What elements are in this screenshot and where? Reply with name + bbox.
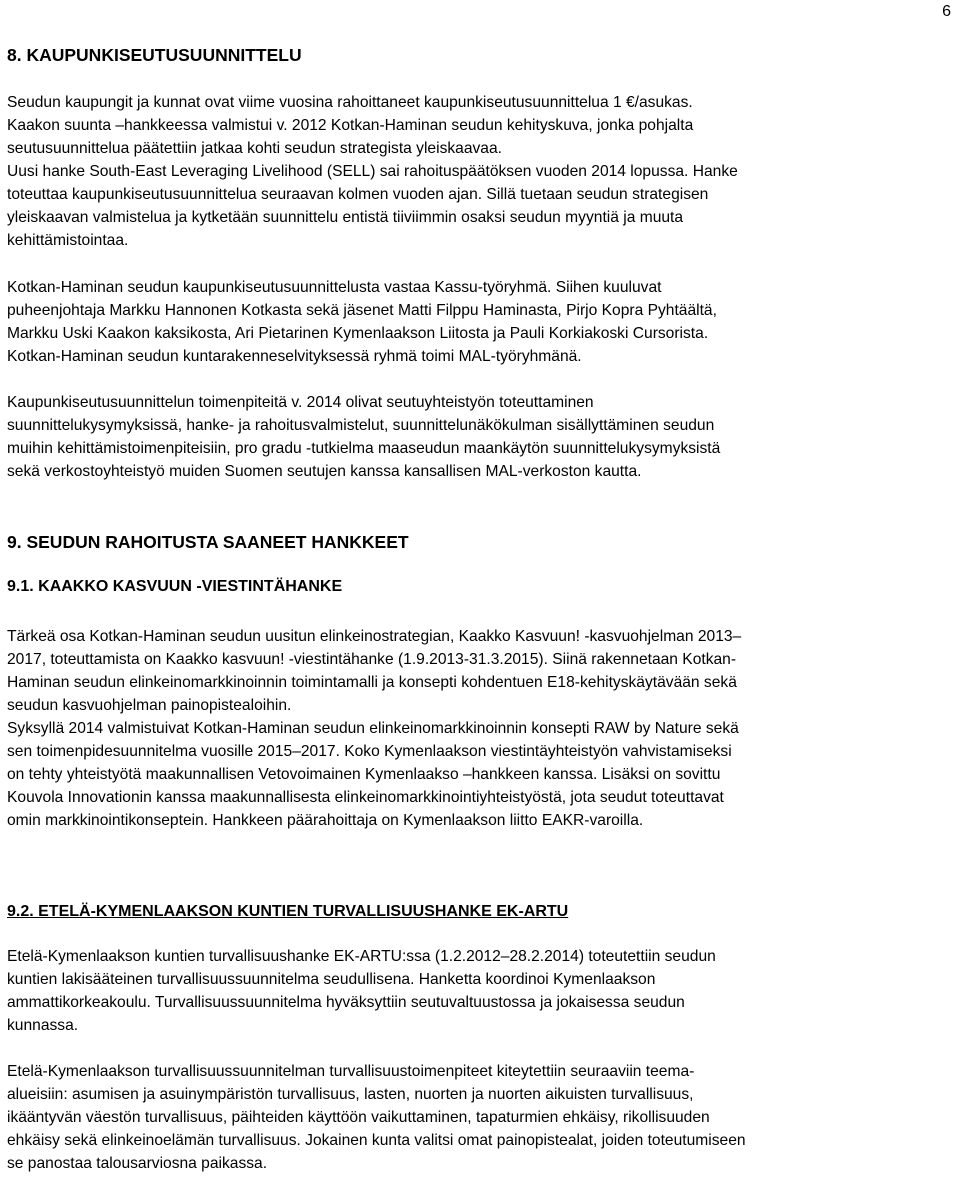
section-9-1-heading: 9.1. KAAKKO KASVUUN -VIESTINTÄHANKE — [7, 578, 343, 595]
text-line: muihin kehittämistoimenpiteisiin, pro gradu -tutkielma maaseudun maankäytön suunnittelukysymyksistä — [7, 440, 721, 457]
text-line: toteuttaa kaupunkiseutusuunnittelua seuraavan kolmen vuoden ajan. Sillä tuetaan seudun strategisen — [7, 186, 709, 203]
text-line: omin markkinointikonseptein. Hankkeen päärahoittaja on Kymenlaakson liitto EAKR-varoilla. — [7, 812, 644, 829]
section-9-2-heading-text: 9.2. ETELÄ-KYMENLAAKSON KUNTIEN TURVALLISUUSHANKE EK-ARTU — [7, 903, 569, 920]
text-line: seudun kasvuohjelman painopistealoihin. — [7, 697, 292, 714]
text-line: on tehty yhteistyötä maakunnallisen Vetovoimainen Kymenlaakso –hankkeen kanssa. Lisäksi on sovittu — [7, 766, 721, 783]
section-9-2-heading — [7, 903, 568, 921]
text-line: Uusi hanke South-East Leveraging Livelihood (SELL) sai rahoituspäätöksen vuoden 2014 lopussa. Hanke — [7, 163, 738, 180]
section-8-heading: 8. KAUPUNKISEUTUSUUNNITTELU — [7, 45, 302, 65]
page-number: 6 — [942, 3, 951, 20]
text-line: kehittämistointaa. — [7, 232, 129, 249]
text-line: Kaakon suunta –hankkeessa valmistui v. 2012 Kotkan-Haminan seudun kehityskuva, jonka pohjalta — [7, 117, 694, 134]
section-9-2-paragraph-1 — [7, 945, 952, 1037]
text-line: se panostaa talousarviosna paikassa. — [7, 1155, 268, 1172]
text-line: Etelä-Kymenlaakson turvallisuussuunnitelman turvallisuustoimenpiteet kiteytettiin seuraaviin teema- — [7, 1063, 695, 1080]
text-line: Kaupunkiseutusuunnittelun toimenpiteitä v. 2014 olivat seutuyhteistyön toteuttaminen — [7, 394, 594, 411]
text-line: Markku Uski Kaakon kaksikosta, Ari Pietarinen Kymenlaakson Liitosta ja Pauli Korkiakoski Cursorista. — [7, 325, 709, 342]
text-line: Haminan seudun elinkeinomarkkinoinnin toimintamalli ja konsepti kohdentuen E18-kehityskäytävään sekä — [7, 674, 737, 691]
text-line: Syksyllä 2014 valmistuivat Kotkan-Haminan seudun elinkeinomarkkinoinnin konsepti RAW by Nature sekä — [7, 720, 739, 737]
text-line: suunnittelukysymyksissä, hanke- ja rahoitusvalmistelut, suunnittelunäkökulman sisällyttäminen seudun — [7, 417, 715, 434]
text-line: alueisiin: asumisen ja asuinympäristön turvallisuus, lasten, nuorten ja nuorten aikuisten turvallisuus, — [7, 1086, 694, 1103]
text-line: Etelä-Kymenlaakson kuntien turvallisuushanke EK-ARTU:ssa (1.2.2012–28.2.2014) toteutettiin seudun — [7, 948, 716, 965]
text-line: kuntien lakisääteinen turvallisuussuunnitelma seudullisena. Hanketta koordinoi Kymenlaakson — [7, 971, 656, 988]
text-line: Tärkeä osa Kotkan-Haminan seudun uusitun elinkeinostrategian, Kaakko Kasvuun! -kasvuohjelman 2013– — [7, 628, 742, 645]
section-8-paragraph-1 — [7, 91, 952, 252]
section-9-heading: 9. SEUDUN RAHOITUSTA SAANEET HANKKEET — [7, 532, 409, 552]
text-line: ehkäisy sekä elinkeinoelämän turvallisuus. Jokainen kunta valitsi omat painopistealat, joiden toteutumiseen — [7, 1132, 746, 1149]
text-line: seutusuunnittelua päätettiin jatkaa kohti seudun strategista yleiskaavaa. — [7, 140, 502, 157]
section-9-1-paragraph — [7, 625, 952, 832]
text-line: Kotkan-Haminan seudun kuntarakenneselvityksessä ryhmä toimi MAL-työryhmänä. — [7, 348, 582, 365]
text-line: Kouvola Innovationin kanssa maakunnallisesta elinkeinomarkkinointiyhteistyöstä, jota seudut toteuttavat — [7, 789, 724, 806]
text-line: kunnassa. — [7, 1017, 79, 1034]
text-line: ikääntyvän väestön turvallisuus, päihteiden käyttöön vaikuttaminen, tapaturmien ehkäisy, rikollisuuden — [7, 1109, 710, 1126]
text-line: sekä verkostoyhteistyö muiden Suomen seutujen kanssa kansallisen MAL-verkoston kautta. — [7, 463, 642, 480]
text-line: sen toimenpidesuunnitelma vuosille 2015–2017. Koko Kymenlaakson viestintäyhteistyön vahvistamiseksi — [7, 743, 732, 760]
text-line: Kotkan-Haminan seudun kaupunkiseutusuunnittelusta vastaa Kassu-työryhmä. Siihen kuuluvat — [7, 279, 662, 296]
text-line: Seudun kaupungit ja kunnat ovat viime vuosina rahoittaneet kaupunkiseutusuunnittelua 1 €/asukas. — [7, 94, 693, 111]
section-8-paragraph-2 — [7, 276, 952, 368]
section-8-paragraph-3 — [7, 391, 952, 483]
text-line: yleiskaavan valmistelua ja kytketään suunnittelu entistä tiiviimmin osaksi seudun myyntiä ja muuta — [7, 209, 684, 226]
section-9-2-paragraph-2 — [7, 1060, 952, 1175]
text-line: 2017, toteuttamista on Kaakko kasvuun! -viestintähanke (1.9.2013-31.3.2015). Siinä rakennetaan Kotkan- — [7, 651, 737, 668]
text-line: ammattikorkeakoulu. Turvallisuussuunnitelma hyväksyttiin seutuvaltuustossa ja jokaisessa seudun — [7, 994, 685, 1011]
text-line: puheenjohtaja Markku Hannonen Kotkasta sekä jäsenet Matti Filppu Haminasta, Pirjo Kopra Pyhtäältä, — [7, 302, 717, 319]
